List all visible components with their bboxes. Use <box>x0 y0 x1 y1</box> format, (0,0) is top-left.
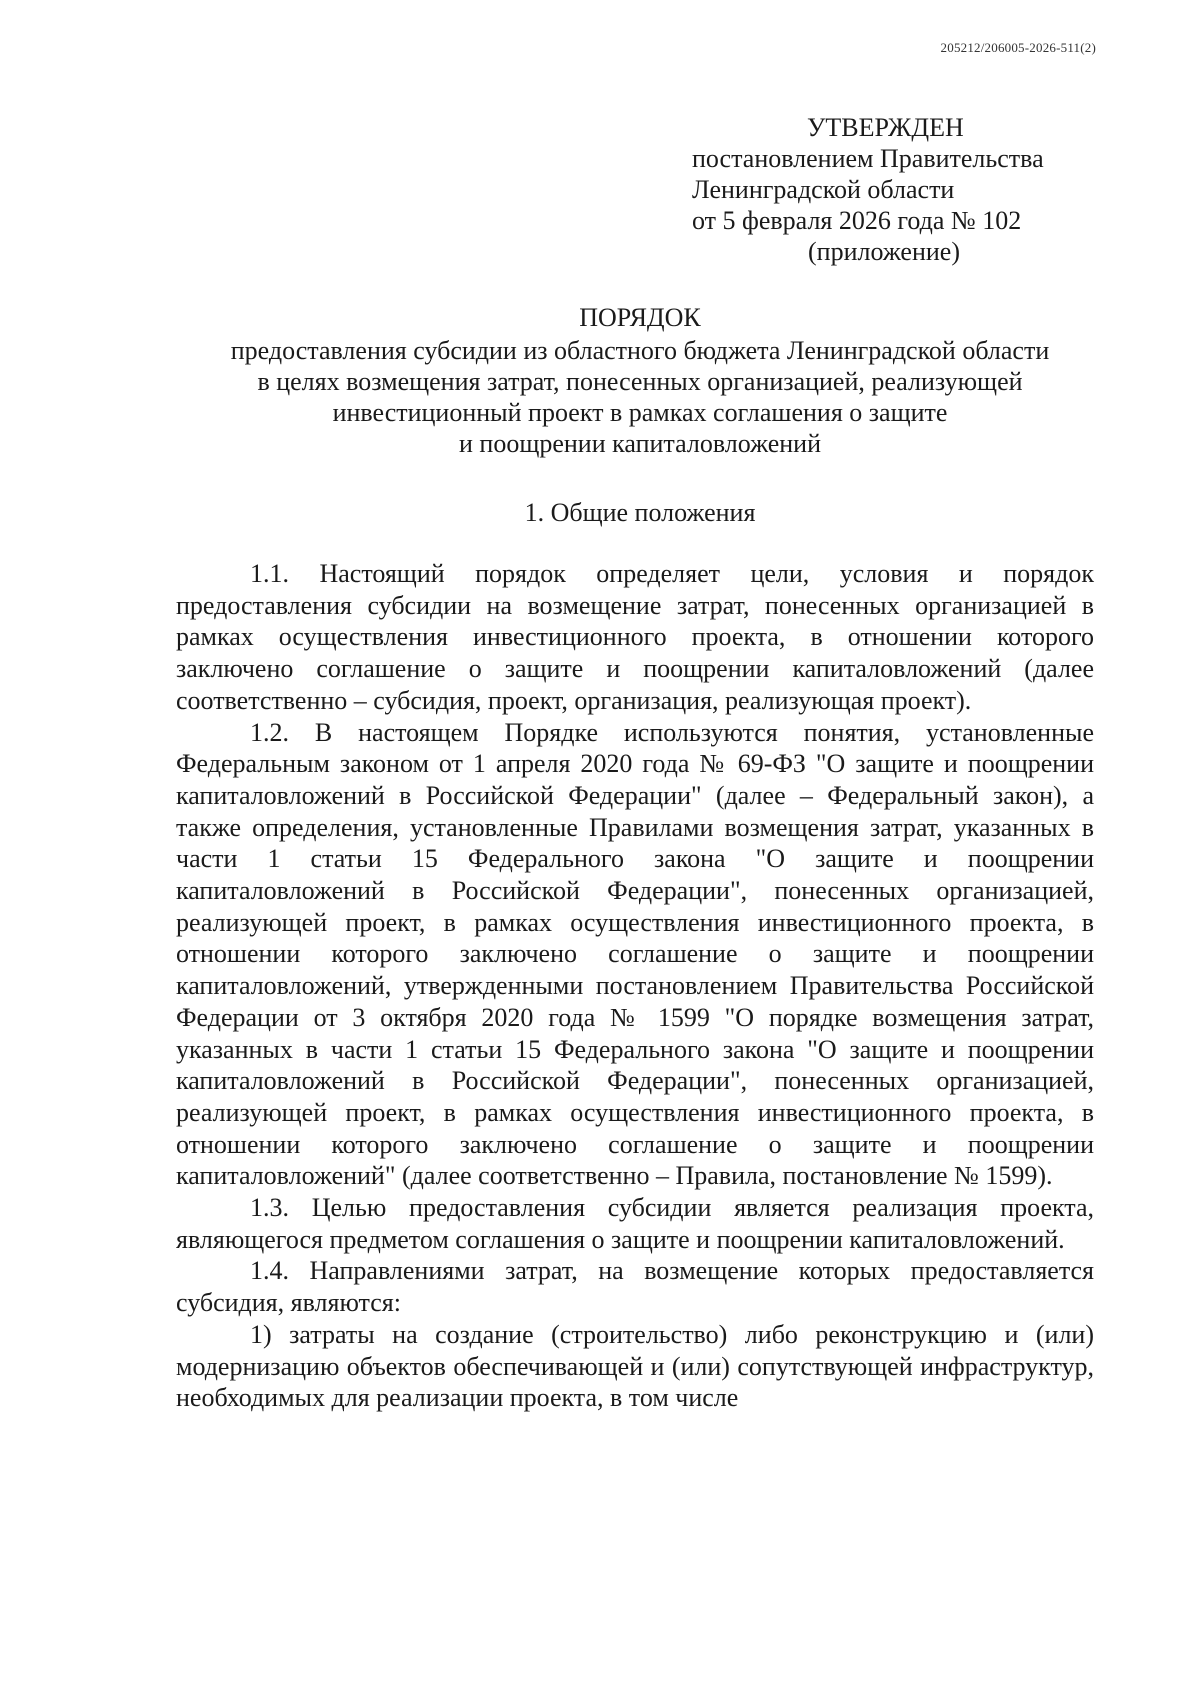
paragraph-1-1: 1.1. Настоящий порядок определяет цели, условия и порядок предоставления субсидии на возмещение затрат, понесенных организацией в рамках осуществления инвестиционного проекта, в отношении которого заключено соглашение о защите и поощрении капиталовложений (далее соответственно – субсидия, проект, организация, реализующая проект). <box>176 559 1094 715</box>
section-body <box>176 558 1094 1414</box>
document-subtitle-line: предоставления субсидии из областного бюджета Ленинградской области <box>230 336 1050 365</box>
paragraph-1-4-item-1: 1) затраты на создание (строительство) либо реконструкцию и (или) модернизацию объектов обеспечивающей и (или) сопутствующей инфраструктур, необходимых для реализации проекта, в том числе <box>176 1319 1094 1413</box>
document-title: ПОРЯДОК <box>579 303 701 332</box>
approval-title: УТВЕРЖДЕН <box>807 113 964 142</box>
document-subtitle-line: инвестиционный проект в рамках соглашения о защите <box>332 398 948 427</box>
document-subtitle-line: и поощрении капиталовложений <box>459 429 821 458</box>
approval-stamp-block <box>692 112 1132 267</box>
paragraph-1-4: 1.4. Направлениями затрат, на возмещение которых предоставляется субсидия, являются: <box>176 1256 1094 1318</box>
section-heading: 1. Общие положения <box>524 498 756 527</box>
document-registration-number: 205212/206005-2026-511(2) <box>940 40 1096 55</box>
approval-line-date-number: от 5 февраля 2026 года № 102 <box>692 206 1022 235</box>
document-subtitle-line: в целях возмещения затрат, понесенных организацией, реализующей <box>257 367 1023 396</box>
paragraph-1-2: 1.2. В настоящем Порядке используются понятия, установленные Федеральным законом от 1 апреля 2020 года № 69-ФЗ "О защите и поощрении капиталовложений в Российской Федерации" (далее – Федеральный закон), а также определения, установленные Правилами возмещения затрат, указанных в части 1 статьи 15 Федерального закона "О защите и поощрении капиталовложений в Российской Федерации", понесенных организацией, реализующей проект, в рамках осуществления инвестиционного проекта, в отношении которого заключено соглашение о защите и поощрении капиталовложений, утвержденными постановлением Правительства Российской Федерации от 3 октября 2020 года № 1599 "О порядке возмещения затрат, указанных в части 1 статьи 15 Федерального закона "О защите и поощрении капиталовложений в Российской Федерации", понесенных организацией, реализующей проект, в рамках осуществления инвестиционного проекта, в отношении которого заключено соглашение о защите и поощрении капиталовложений" (далее соответственно – Правила, постановление № 1599). <box>176 717 1094 1191</box>
approval-line-authority: постановлением Правительства <box>692 144 1044 173</box>
document-title-block <box>160 302 1120 459</box>
approval-note: (приложение) <box>808 237 961 266</box>
approval-line-region: Ленинградской области <box>692 175 955 204</box>
paragraph-1-3: 1.3. Целью предоставления субсидии является реализация проекта, являющегося предметом соглашения о защите и поощрении капиталовложений. <box>176 1193 1094 1254</box>
